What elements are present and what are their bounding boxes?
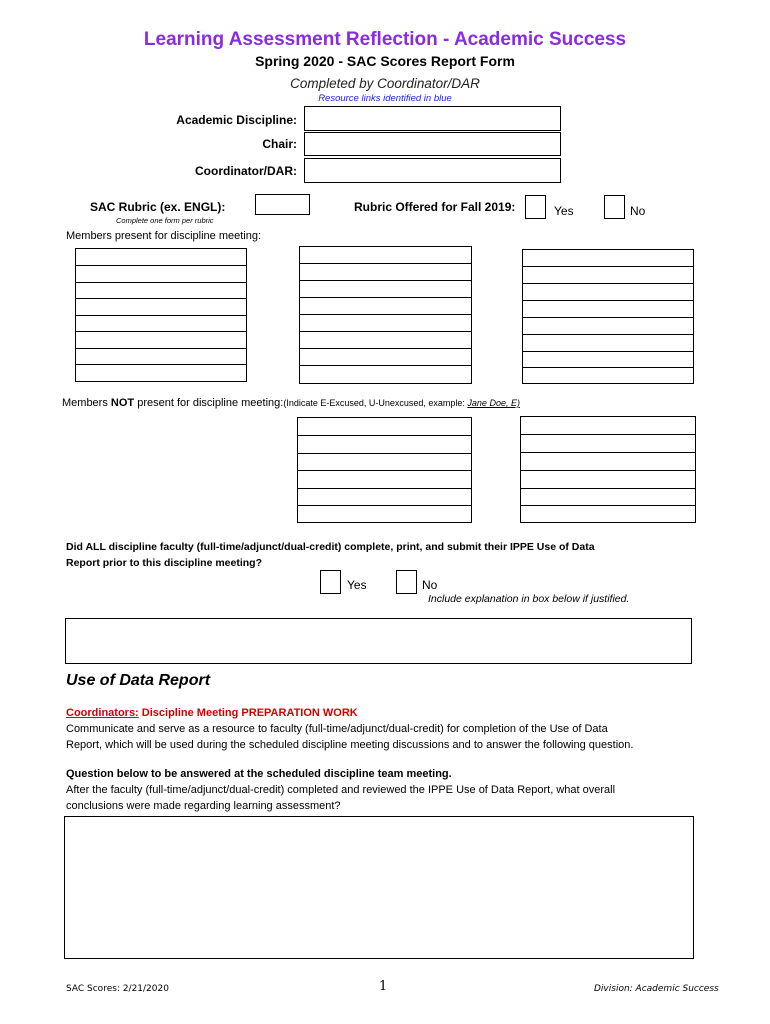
ippe-no-label: No (422, 578, 438, 592)
members-not-present-table-2[interactable] (520, 416, 696, 523)
rubric-offered-yes-label: Yes (554, 204, 574, 218)
member-row[interactable] (300, 366, 471, 383)
members-present-table-3[interactable] (522, 249, 694, 384)
member-row[interactable] (300, 298, 471, 315)
rubric-offered-label: Rubric Offered for Fall 2019: (354, 200, 516, 214)
coordinator-label: Coordinator/DAR: (195, 164, 297, 178)
member-row[interactable] (523, 267, 693, 284)
page-number: 1 (379, 979, 388, 994)
member-row[interactable] (523, 318, 693, 335)
member-row[interactable] (76, 349, 246, 365)
member-row[interactable] (76, 283, 246, 299)
members-not-present-table-1[interactable] (297, 417, 472, 523)
coordinator-field[interactable] (304, 158, 561, 183)
ippe-yes-checkbox[interactable] (320, 570, 341, 594)
member-row[interactable] (298, 489, 471, 506)
member-row[interactable] (521, 453, 695, 471)
ippe-question: Did ALL discipline faculty (full-time/adjunct/dual-credit) complete, print, and submit their IPPE Use of Data Report prior to this discipline meeting? (66, 541, 595, 569)
academic-discipline-field[interactable] (304, 106, 561, 131)
member-row[interactable] (300, 247, 471, 264)
member-row[interactable] (521, 435, 695, 453)
use-of-data-heading: Use of Data Report (66, 672, 211, 689)
ippe-no-checkbox[interactable] (396, 570, 417, 594)
explanation-textbox[interactable] (65, 618, 692, 664)
members-not-present-label: Members NOT present for discipline meeting:(Indicate E-Excused, U-Unexcused, example: Jane Doe, E) (62, 397, 520, 409)
member-row[interactable] (523, 301, 693, 318)
member-row[interactable] (298, 471, 471, 489)
member-row[interactable] (300, 332, 471, 349)
members-present-table-1[interactable] (75, 248, 247, 382)
member-row[interactable] (300, 315, 471, 332)
form-subtitle: Spring 2020 - SAC Scores Report Form (255, 53, 515, 69)
resource-note: Resource links identified in blue (318, 93, 452, 104)
member-row[interactable] (523, 335, 693, 352)
conclusions-textbox[interactable] (64, 816, 694, 959)
question-section: Question below to be answered at the scheduled discipline team meeting. After the faculty (full-time/adjunct/dual-credit) completed and reviewed the IPPE Use of Data Report, what overall conclusions were made regarding learning assessment? (66, 768, 616, 812)
member-row[interactable] (523, 250, 693, 267)
member-row[interactable] (76, 266, 246, 283)
preparation-work: Coordinators: Discipline Meeting PREPARATION WORK Communicate and serve as a resource to faculty (full-time/adjunct/dual-credit) for completion of the Use of Data Report, which will be used during the scheduled discipline meeting discussions and to answer the following question. (66, 707, 634, 751)
member-row[interactable] (521, 471, 695, 489)
member-row[interactable] (523, 368, 693, 384)
member-row[interactable] (298, 506, 471, 522)
form-title: Learning Assessment Reflection - Academic Success (143, 29, 627, 50)
academic-discipline-label: Academic Discipline: (176, 113, 297, 127)
rubric-offered-no-label: No (630, 204, 646, 218)
member-row[interactable] (300, 264, 471, 281)
member-row[interactable] (76, 316, 246, 332)
member-row[interactable] (521, 489, 695, 506)
ippe-yes-label: Yes (347, 578, 367, 592)
rubric-offered-yes-checkbox[interactable] (525, 195, 546, 219)
sac-rubric-note: Complete one form per rubric (116, 216, 214, 225)
member-row[interactable] (521, 417, 695, 435)
member-row[interactable] (300, 281, 471, 298)
member-row[interactable] (76, 299, 246, 316)
ippe-explanation-note: Include explanation in box below if justified. (428, 593, 630, 605)
chair-label: Chair: (262, 137, 297, 151)
member-row[interactable] (298, 454, 471, 471)
member-row[interactable] (298, 436, 471, 454)
members-present-table-2[interactable] (299, 246, 472, 384)
chair-field[interactable] (304, 132, 561, 156)
sac-rubric-label: SAC Rubric (ex. ENGL): (90, 200, 226, 214)
member-row[interactable] (523, 352, 693, 368)
footer-date: SAC Scores: 2/21/2020 (66, 984, 169, 994)
member-row[interactable] (76, 365, 246, 381)
rubric-offered-no-checkbox[interactable] (604, 195, 625, 219)
member-row[interactable] (298, 418, 471, 436)
footer-division: Division: Academic Success (594, 984, 719, 994)
members-present-label: Members present for discipline meeting: (66, 230, 262, 242)
member-row[interactable] (300, 349, 471, 366)
member-row[interactable] (76, 249, 246, 266)
member-row[interactable] (523, 284, 693, 301)
member-row[interactable] (76, 332, 246, 349)
completed-by: Completed by Coordinator/DAR (290, 76, 480, 91)
sac-rubric-field[interactable] (255, 194, 310, 215)
member-row[interactable] (521, 506, 695, 522)
